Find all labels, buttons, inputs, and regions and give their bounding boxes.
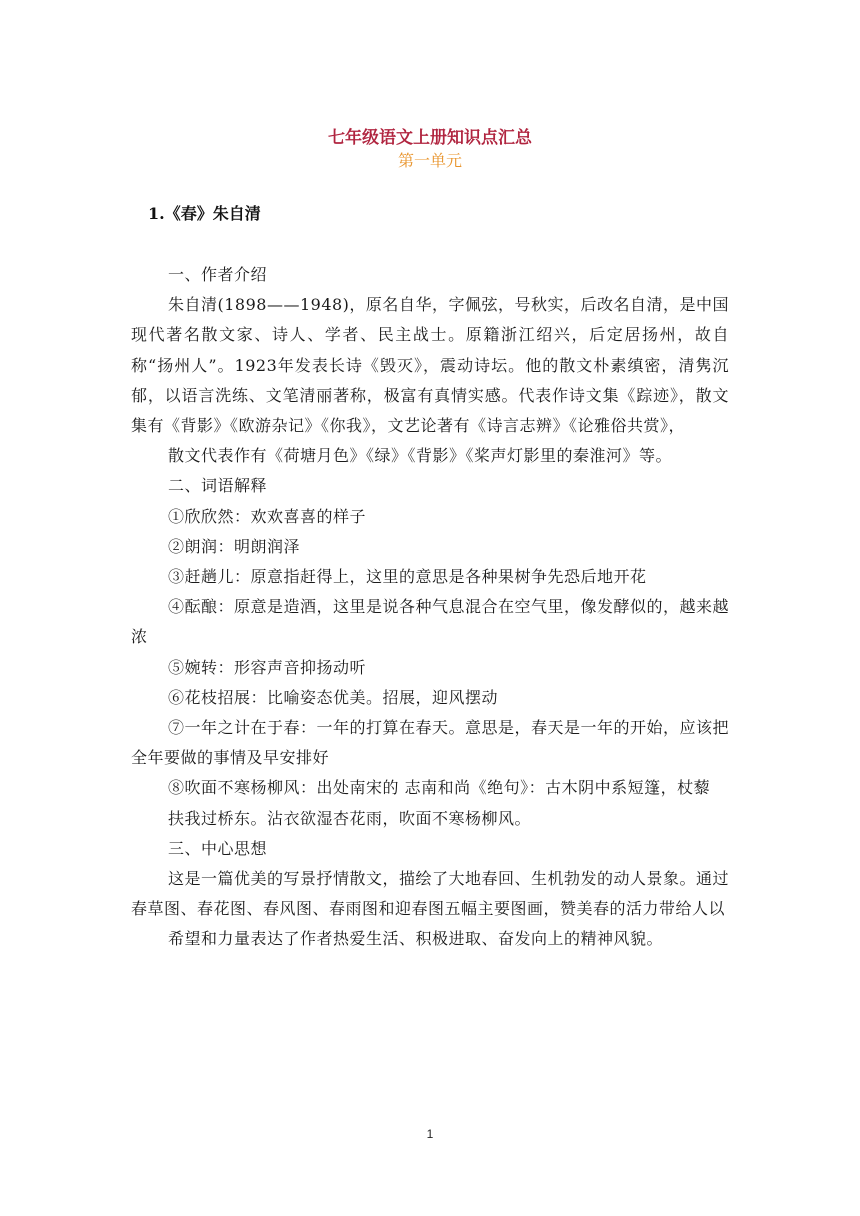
vocab-item-continuation: 扶我过桥东。沾衣欲湿杏花雨，吹面不寒杨柳风。 bbox=[168, 808, 532, 828]
unit-subtitle: 第一单元 bbox=[397, 151, 462, 170]
vocab-item: ③赶趟儿：原意指赶得上，这里的意思是各种果树争先恐后地开花 bbox=[168, 567, 647, 587]
document-body bbox=[131, 260, 729, 955]
vocab-item: ⑤婉转：形容声音抑扬动听 bbox=[168, 657, 367, 677]
section-heading-author: 一、作者介绍 bbox=[168, 265, 268, 284]
page-number: 1 bbox=[426, 1127, 434, 1141]
section-heading-theme: 三、中心思想 bbox=[168, 838, 268, 858]
vocab-item: ⑧吹面不寒杨柳风：出处南宋的 志南和尚《绝句》：古木阴中系短篷，杖藜 bbox=[168, 778, 711, 798]
vocab-item: ⑦一年之计在于春：一年的打算在春天。意思是，春天是一年的开始，应该把全年要做的事情及早安排好 bbox=[131, 718, 730, 768]
author-works-paragraph: 散文代表作有《荷塘月色》《绿》《背影》《桨声灯影里的秦淮河》等。 bbox=[168, 446, 673, 466]
theme-paragraph-continuation: 希望和力量表达了作者热爱生活、积极进取、奋发向上的精神风貌。 bbox=[168, 929, 664, 949]
section-heading-vocabulary: 二、词语解释 bbox=[168, 476, 268, 496]
lesson-title: 1.《春》朱自清 bbox=[148, 204, 261, 223]
author-paragraph: 朱自清(1898——1948)，原名自华，字佩弦，号秋实，后改名自清，是中国现代著名散文家、诗人、学者、民主战士。原籍浙江绍兴，后定居扬州，故自称“扬州人”。1923年发表长诗《毁灭》，震动诗坛。他的散文朴素缜密，清隽沉郁，以语言洗练、文笔清丽著称，极富有真情实感。代表作诗文集《踪迹》，散文集有《背影》《欧游杂记》《你我》，文艺论著有《诗言志辨》《论雅俗共赏》， bbox=[131, 295, 729, 436]
vocab-item: ①欣欣然：欢欢喜喜的样子 bbox=[168, 506, 367, 526]
theme-paragraph: 这是一篇优美的写景抒情散文，描绘了大地春回、生机勃发的动人景象。通过春草图、春花图、春风图、春雨图和迎春图五幅主要图画，赞美春的活力带给人以 bbox=[131, 869, 730, 919]
vocab-item: ②朗润：明朗润泽 bbox=[168, 536, 301, 556]
document-title: 七年级语文上册知识点汇总 bbox=[328, 128, 532, 148]
vocab-item: ④酝酿：原意是造酒，这里是说各种气息混合在空气里，像发酵似的，越来越浓 bbox=[131, 597, 730, 647]
vocab-item: ⑥花枝招展：比喻姿态优美。招展，迎风摆动 bbox=[168, 687, 499, 707]
